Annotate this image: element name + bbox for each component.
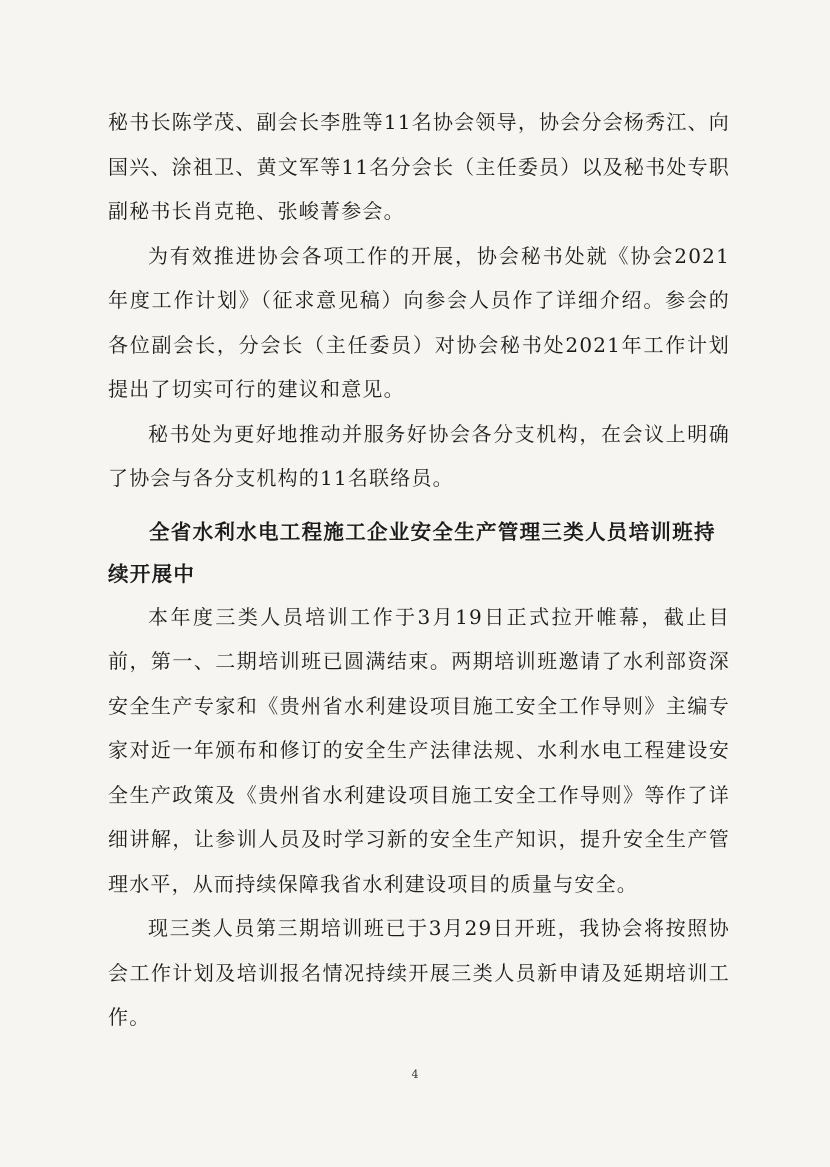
paragraph-liaison: 秘书处为更好地推动并服务好协会各分支机构，在会议上明确了协会与各分支机构的11名联络员。	[108, 421, 730, 490]
paragraph-third-session: 现三类人员第三期培训班已于3月29日开班，我协会将按照协会工作计划及培训报名情况持续开展三类人员新申请及延期培训工作。	[108, 916, 730, 1029]
paragraph-training-progress: 本年度三类人员培训工作于3月19日正式拉开帷幕，截止目前，第一、二期培训班已圆满结束。两期培训班邀请了水利部资深安全生产专家和《贵州省水利建设项目施工安全工作导则》主编专家对近一年颁布和修订的安全生产法律法规、水利水电工程建设安全生产政策及《贵州省水利建设项目施工安全工作导则》等作了详细讲解，让参训人员及时学习新的安全生产知识，提升安全生产管理水平，从而持续保障我省水利建设项目的质量与安全。	[108, 604, 730, 896]
paragraph-attendees: 秘书长陈学茂、副会长李胜等11名协会领导，协会分会杨秀江、向国兴、涂祖卫、黄文军等11名分会长（主任委员）以及秘书处专职副秘书长肖克艳、张峻菁参会。	[108, 110, 730, 223]
section-heading-training: 全省水利水电工程施工企业安全生产管理三类人员培训班持续开展中	[108, 519, 716, 586]
page-number: 4	[411, 1068, 419, 1081]
paragraph-work-plan: 为有效推进协会各项工作的开展，协会秘书处就《协会2021年度工作计划》（征求意见稿）向参会人员作了详细介绍。参会的各位副会长，分会长（主任委员）对协会秘书处2021年工作计划提出了切实可行的建议和意见。	[108, 243, 730, 401]
page-content	[108, 100, 730, 1040]
